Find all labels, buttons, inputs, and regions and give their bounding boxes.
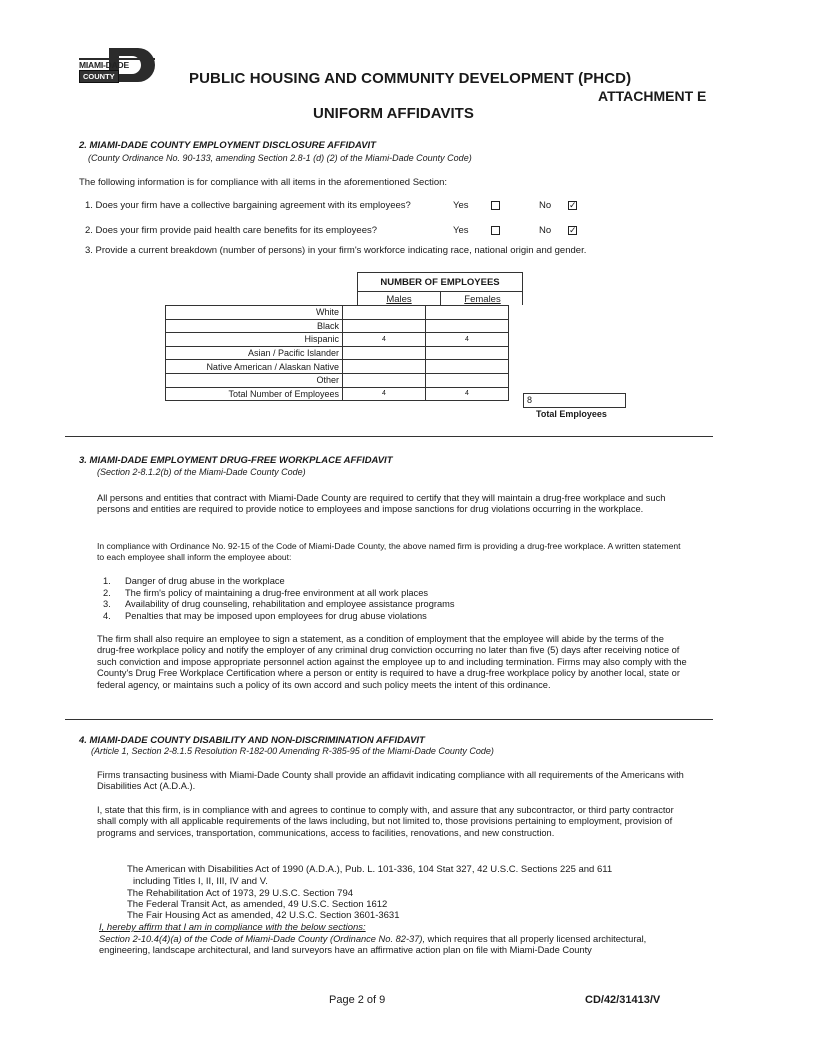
employee-table-header <box>357 272 523 305</box>
q2-yes-label: Yes <box>453 225 469 236</box>
section-divider <box>65 436 713 437</box>
question-2: 2. Does your firm provide paid health care benefits for its employees? <box>85 225 378 236</box>
row-label: Asian / Pacific Islander <box>166 346 343 360</box>
females-cell[interactable] <box>426 360 509 374</box>
section4-title: 4. MIAMI-DADE COUNTY DISABILITY AND NON-DISCRIMINATION AFFIDAVIT <box>79 735 425 746</box>
q1-no-checkbox[interactable]: ✓ <box>569 200 577 210</box>
males-cell[interactable] <box>343 306 426 320</box>
question-1: 1. Does your firm have a collective bargaining agreement with its employees? <box>85 200 411 211</box>
females-cell[interactable] <box>426 319 509 333</box>
col-females: Females <box>464 294 501 305</box>
row-label: Black <box>166 319 343 333</box>
list-item: 1. Danger of drug abuse in the workplace <box>103 576 285 586</box>
row-label: Native American / Alaskan Native <box>166 360 343 374</box>
list-item: 4. Penalties that may be imposed upon employees for drug abuse violations <box>103 610 427 621</box>
q1-yes-checkbox[interactable] <box>491 201 500 210</box>
section3-subtitle: (Section 2-8.1.2(b) of the Miami-Dade County Code) <box>97 467 306 477</box>
table-row-total <box>166 387 509 401</box>
males-cell[interactable] <box>343 373 426 387</box>
law-line: including Titles I, II, III, IV and V. <box>133 876 268 887</box>
table-row <box>166 306 509 320</box>
law-line: The American with Disabilities Act of 1990 (A.D.A.), Pub. L. 101-336, 104 Stat 327, 42 U.S.C. Sections 225 and 611 <box>127 864 613 875</box>
page-number: Page 2 of 9 <box>329 994 386 1006</box>
drug-policy-list <box>103 576 455 622</box>
females-cell[interactable] <box>426 346 509 360</box>
row-label: Total Number of Employees <box>166 387 343 401</box>
q2-yes-checkbox[interactable] <box>491 226 500 235</box>
q1-no-label: No <box>539 200 552 211</box>
employee-table <box>165 305 509 401</box>
males-cell[interactable] <box>343 319 426 333</box>
table-row <box>166 373 509 387</box>
table-row <box>166 333 509 347</box>
county-logo <box>79 46 157 84</box>
section-divider <box>65 719 713 720</box>
males-cell[interactable]: 4 <box>343 333 426 347</box>
males-total-cell[interactable]: 4 <box>343 387 426 401</box>
section2-title: 2. MIAMI-DADE COUNTY EMPLOYMENT DISCLOSURE AFFIDAVIT <box>79 140 376 151</box>
section3-title: 3. MIAMI-DADE EMPLOYMENT DRUG-FREE WORKPLACE AFFIDAVIT <box>79 455 393 466</box>
females-total-cell[interactable]: 4 <box>426 387 509 401</box>
logo-word: MIAMI-DADE <box>79 60 129 70</box>
section2-subtitle: (County Ordinance No. 90-133, amending Section 2.8-1 (d) (2) of the Miami-Dade County Code) <box>88 153 472 163</box>
males-cell[interactable] <box>343 360 426 374</box>
row-label: Other <box>166 373 343 387</box>
females-cell[interactable]: 4 <box>426 333 509 347</box>
section3-paragraph-1: All persons and entities that contract with Miami-Dade County are required to certify that they will maintain a drug-free workplace and such persons and entities are required to provide notice to employees and impose sanctions for drug violations occurring in the workplace. <box>97 493 666 515</box>
table-row <box>166 319 509 333</box>
row-label: Hispanic <box>166 333 343 347</box>
section3-paragraph-2: In compliance with Ordinance No. 92-15 of the Code of Miami-Dade County, the above named firm is providing a drug-free workplace. A written statement to each employee shall inform the employee about: <box>97 541 681 563</box>
males-cell[interactable] <box>343 346 426 360</box>
females-cell[interactable] <box>426 373 509 387</box>
law-line: The Rehabilitation Act of 1973, 29 U.S.C. Section 794 <box>127 888 354 899</box>
law-line: The Federal Transit Act, as amended, 49 U.S.C. Section 1612 <box>127 899 388 910</box>
attachment-label: ATTACHMENT E <box>598 88 707 104</box>
row-label: White <box>166 306 343 320</box>
affirm-statement: I, hereby affirm that I am in compliance with the below sections: <box>99 922 366 933</box>
law-line: The Fair Housing Act as amended, 42 U.S.C. Section 3601-3631 <box>127 910 400 921</box>
total-employees-label: Total Employees <box>536 409 607 419</box>
q2-no-checkbox[interactable]: ✓ <box>569 225 577 235</box>
document-subtitle: UNIFORM AFFIDAVITS <box>313 105 474 122</box>
logo-county: COUNTY <box>79 70 119 83</box>
q1-yes-label: Yes <box>453 200 469 211</box>
employee-table-title: NUMBER OF EMPLOYEES <box>380 277 500 288</box>
q2-no-label: No <box>539 225 552 236</box>
females-cell[interactable] <box>426 306 509 320</box>
section3-paragraph-3: The firm shall also require an employee to sign a statement, as a condition of employment that the employee will abide by the terms of the drug-free workplace policy and notify the employer of any criminal drug conviction occurring no later than five (5) days after receiving notice of such conviction and impose appropriate personnel action against the employee up to and including termination. Firms may also comply with the County's Drug Free Workplace Certification where a person or entity is required to have a drug-free workplace policy by another local, state or federal agency, or maintains such a policy of its own accord and such policy meets the intent of this ordinance. <box>97 634 687 690</box>
section2-intro: The following information is for compliance with all items in the aforementioned Section: <box>79 177 448 188</box>
total-employees-field[interactable]: 8 <box>523 393 626 408</box>
section4-subtitle: (Article 1, Section 2-8.1.5 Resolution R-182-00 Amending R-385-95 of the Miami-Dade County Code) <box>91 746 494 756</box>
list-item: 2. The firm's policy of maintaining a drug-free environment at all work places <box>103 587 429 598</box>
table-row <box>166 360 509 374</box>
question-3: 3. Provide a current breakdown (number of persons) in your firm's workforce indicating race, national origin and gender. <box>85 245 587 256</box>
col-males: Males <box>386 294 412 305</box>
section4-paragraph-2: I, state that this firm, is in compliance with and agrees to continue to comply with, and assure that any subcontractor, or third party contractor shall comply with all applicable requirements of the laws including, but not limited to, those provisions pertaining to employment, provision of programs and services, transportation, communications, access to facilities, renovations, and new construction. <box>97 805 674 838</box>
document-code: CD/42/31413/V <box>585 994 661 1006</box>
list-item: 3. Availability of drug counseling, rehabilitation and employee assistance programs <box>103 599 455 609</box>
section4-paragraph-3: Section 2-10.4(4)(a) of the Code of Miami-Dade County (Ordinance No. 82-37), which requires that all properly licensed architectural, engineering, landscape architectural, and land surveyors have an affirmative action plan on file with Miami-Dade County <box>99 934 647 956</box>
table-row <box>166 346 509 360</box>
section4-paragraph-1: Firms transacting business with Miami-Dade County shall provide an affidavit indicating compliance with all requirements of the Americans with Disabilities Act (A.D.A.). <box>97 770 684 792</box>
page-title: PUBLIC HOUSING AND COMMUNITY DEVELOPMENT (PHCD) <box>189 70 632 87</box>
